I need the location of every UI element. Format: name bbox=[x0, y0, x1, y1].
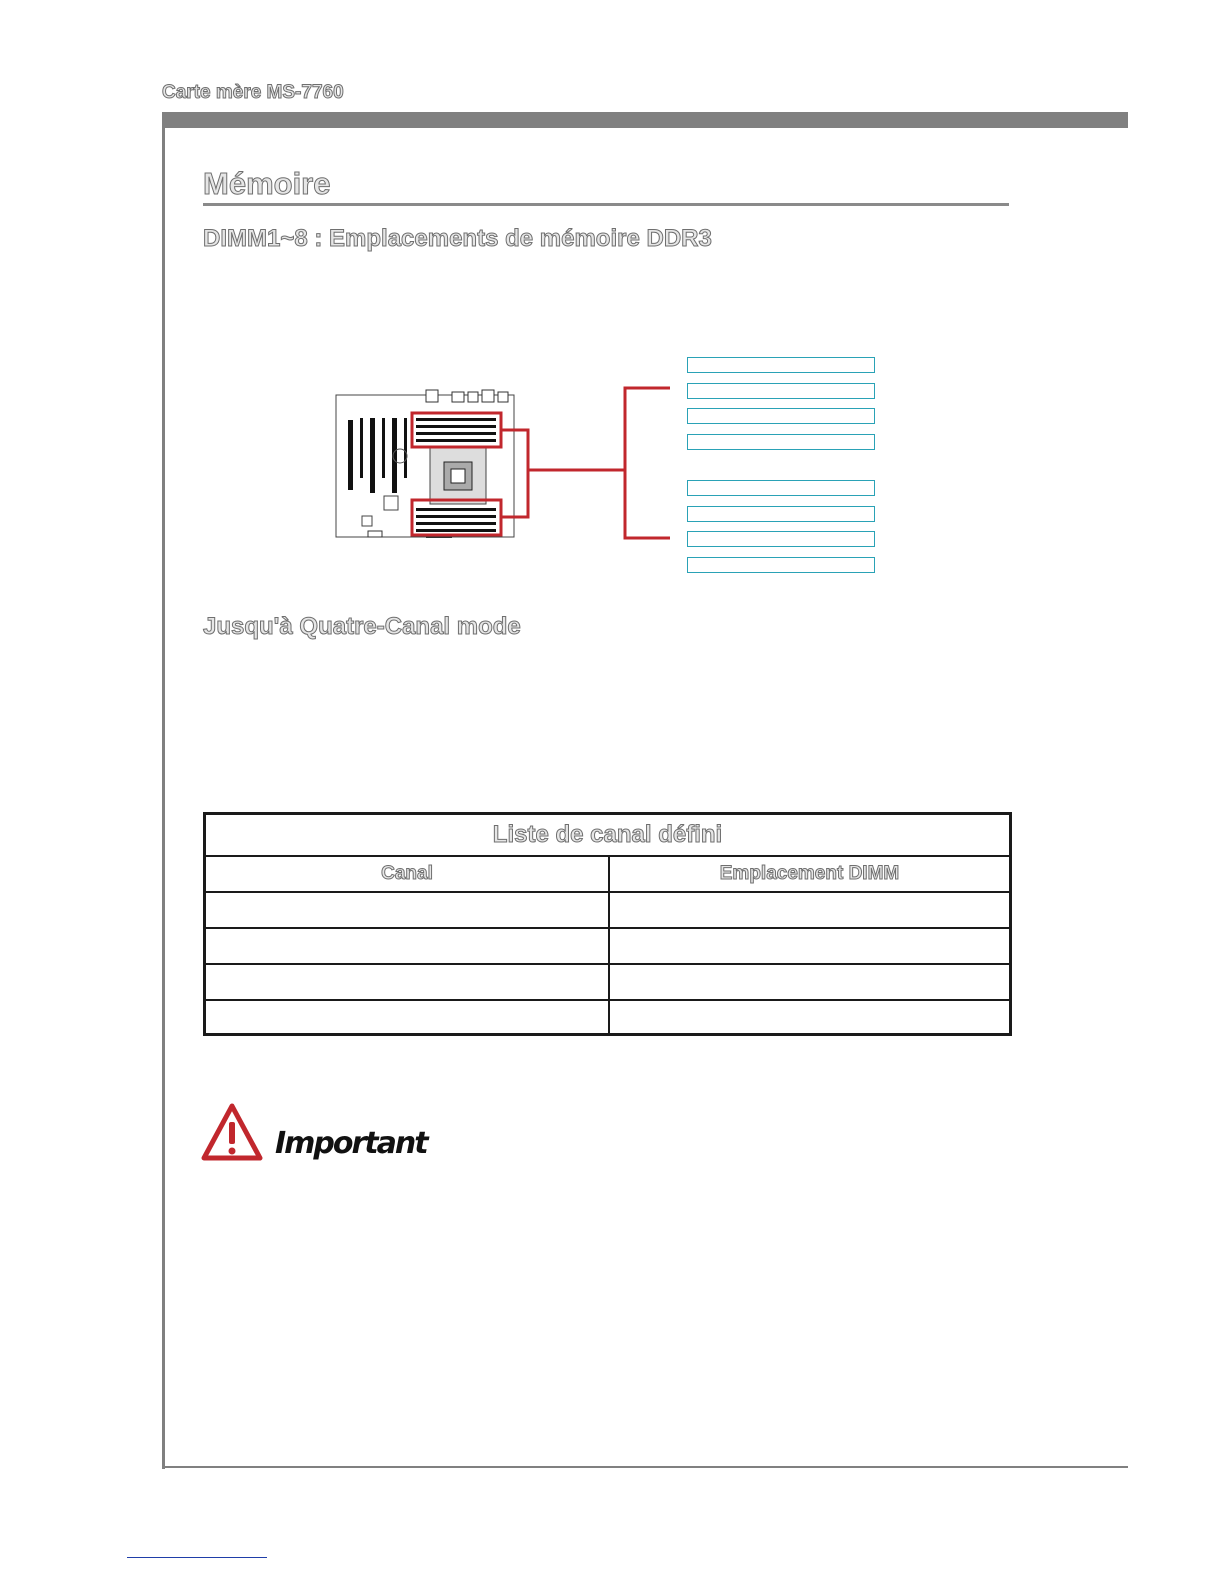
memory-slot-diagram bbox=[330, 350, 890, 585]
table-cell bbox=[610, 1001, 1009, 1033]
table-cell bbox=[610, 965, 1009, 999]
table-cell bbox=[206, 929, 608, 963]
dimm-slot-label bbox=[687, 357, 875, 373]
footer-rule bbox=[162, 1466, 1128, 1468]
dimm-slot-label bbox=[687, 383, 875, 399]
header-bar bbox=[162, 112, 1128, 128]
table-title: Liste de canal défini bbox=[492, 821, 723, 848]
important-label: Important bbox=[275, 1126, 427, 1161]
dimm-slot-label bbox=[687, 434, 875, 450]
footer-link-underline bbox=[127, 1557, 267, 1558]
dimm-heading: DIMM1~8 : Emplacements de mémoire DDR3 bbox=[203, 225, 712, 252]
dimm-slot-label bbox=[687, 557, 875, 573]
table-cell bbox=[206, 893, 608, 927]
table-cell bbox=[610, 929, 1009, 963]
table-header-cell: Canal bbox=[381, 863, 433, 884]
channel-table bbox=[203, 812, 1012, 1036]
section-underline bbox=[203, 203, 1009, 206]
left-margin-rule bbox=[162, 112, 165, 1469]
section-title: Mémoire bbox=[203, 166, 331, 201]
warning-triangle-icon bbox=[200, 1100, 264, 1164]
dimm-slot-label bbox=[687, 531, 875, 547]
dimm-slot-label bbox=[687, 506, 875, 522]
channel-heading: Jusqu'à Quatre-Canal mode bbox=[203, 613, 521, 640]
table-column-divider bbox=[608, 855, 610, 1033]
dimm-slot-label bbox=[687, 408, 875, 424]
table-cell bbox=[206, 1001, 608, 1033]
table-cell bbox=[206, 965, 608, 999]
header-title: Carte mère MS-7760 bbox=[162, 82, 344, 103]
table-cell bbox=[610, 893, 1009, 927]
table-header-cell: Emplacement DIMM bbox=[719, 863, 900, 884]
dimm-slot-label bbox=[687, 480, 875, 496]
